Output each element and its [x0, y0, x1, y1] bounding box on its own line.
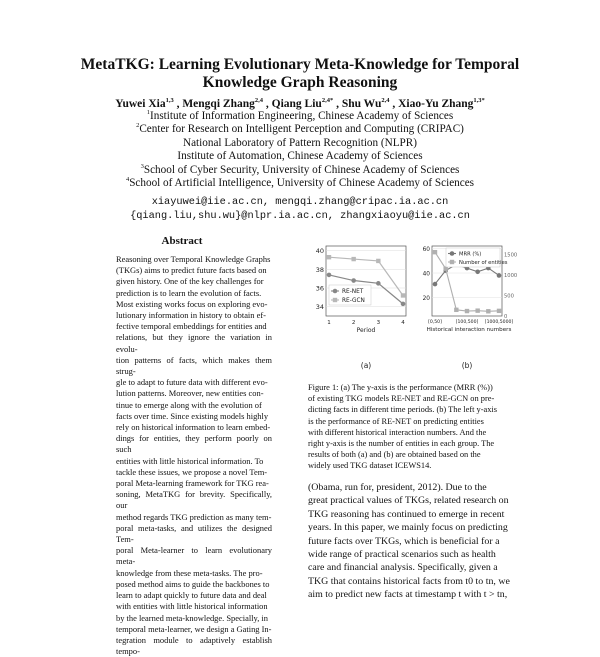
caption-line: is the performance of RE-NET on predicting entities	[308, 416, 484, 426]
caption-line: Figure 1: (a) The y-axis is the performance (MRR (%))	[308, 383, 493, 392]
caption-line: widely used TKG dataset ICEWS14.	[308, 461, 432, 471]
abstract-line: posed method aims to guide the backbones to	[116, 578, 270, 589]
right-y-tick-label: 500	[504, 293, 514, 300]
legend-marker	[450, 251, 455, 256]
author-affil-sup: 2,4*	[321, 97, 334, 104]
abstract-line: poral Meta-learning framework for TKG rea-	[116, 478, 269, 489]
abstract-line: lutionary information in history to obtain ef-	[116, 310, 266, 321]
abstract-line: by the learned meta-knowledge. Specially, in	[116, 612, 268, 623]
abstract-line: dings for entities, they perform poorly on such	[116, 433, 272, 455]
email-list	[40, 195, 560, 224]
x-tick-label: 4	[401, 320, 405, 326]
caption-line: dicting facts in different time periods. (b) The left y-axis	[308, 405, 498, 415]
legend-marker	[333, 298, 337, 302]
body-line: TKG that contains historical facts from t0 to tn, we	[308, 575, 510, 587]
caption-line: of existing TKG models RE-NET and RE-GCN on pre-	[308, 394, 495, 404]
data-point	[327, 273, 332, 278]
body-text-right	[308, 481, 522, 602]
data-point	[465, 309, 469, 313]
right-y-tick-label: 1000	[504, 273, 518, 280]
abstract-line: method regards TKG prediction as many tem-	[116, 511, 272, 522]
abstract-line: poral meta-tasks, and utilizes the designed Tem-	[116, 522, 272, 545]
legend-marker	[450, 260, 454, 264]
x-tick-label: [100,500]	[455, 320, 479, 325]
left-y-tick-label: 40	[422, 271, 430, 278]
email-line: {qiang.liu,shu.wu}@nlpr.ia.ac.cn, zhangxiaoyu@iie.ac.cn	[130, 210, 470, 223]
abstract-line: facts over time. Since existing models highly	[116, 410, 269, 421]
abstract-line: gle to adapt to future data with different evo-	[116, 377, 268, 388]
caption-line: with different historical interaction numbers. And the	[308, 427, 487, 437]
data-point	[433, 250, 437, 254]
data-point	[376, 259, 380, 263]
abstract-line: Reasoning over Temporal Knowledge Graphs	[116, 254, 271, 264]
abstract-line: temporal meta-learner, we design a Gating In-	[116, 623, 272, 634]
data-point	[351, 278, 356, 283]
data-point	[401, 293, 405, 297]
legend-label: Number of entities	[459, 260, 508, 266]
affiliation-line: $^1$Institute of Information Engineering, Chinese Academy of Sciences	[146, 109, 454, 122]
abstract-body	[116, 254, 272, 657]
abstract-line: tion patterns of facts, which makes them strug-	[116, 354, 272, 377]
affil-sup: 3	[140, 162, 144, 170]
data-point	[351, 257, 355, 261]
abstract-line: with entities with little historical information	[116, 601, 268, 612]
abstract-line: tackle these issues, we propose a novel Tem-	[116, 466, 268, 477]
title-line-2: Knowledge Graph Reasoning	[202, 74, 398, 91]
panel-label: (b)	[461, 361, 473, 370]
x-axis-label: Historical interaction numbers	[426, 327, 512, 333]
chart-a	[316, 246, 406, 370]
data-point	[327, 255, 331, 259]
abstract-heading: Abstract	[161, 235, 203, 247]
body-line: wide range of practical scenarios such as health	[308, 549, 496, 561]
paper-title	[60, 56, 540, 92]
author-affil-sup: 2,4	[254, 97, 263, 104]
data-point	[454, 308, 458, 312]
abstract-line: soning, MetaTKG for brevity. Specifically, our	[116, 489, 272, 511]
legend	[329, 285, 371, 305]
data-point	[376, 281, 381, 286]
abstract-line: learn to adapt quickly to future data and deal	[116, 590, 267, 601]
x-tick-label: 1	[327, 320, 331, 326]
panel-label: (a)	[360, 361, 372, 370]
abstract-line: tinue to emerge along with the evolution of	[116, 399, 262, 410]
y-tick-label: 40	[315, 247, 324, 256]
data-point	[401, 302, 406, 307]
body-line: aim to predict new facts at timestamp t with t > tn,	[308, 589, 508, 601]
abstract-line: entities with little historical information. To	[116, 455, 264, 466]
figure-caption	[308, 382, 518, 472]
abstract-line: relations, but they ignore the variation in evolu-	[116, 332, 272, 354]
x-tick-label: 2	[351, 320, 356, 326]
affiliation-line: National Laboratory of Pattern Recognition (NLPR)	[183, 136, 417, 149]
x-tick-label: [1000,5000]	[484, 320, 514, 325]
body-line: TKG reasoning has continued to emerge in recent	[308, 508, 505, 520]
abstract-line: lution patterns. Moreover, new entities con-	[116, 388, 264, 399]
y-tick-label: 34	[315, 303, 324, 312]
data-point	[497, 273, 502, 278]
legend-marker	[333, 289, 338, 294]
body-line: years. In this paper, we mainly focus on predicting	[308, 522, 508, 534]
legend-label: MRR (%)	[459, 251, 482, 258]
abstract-line: tegration module to adaptively establish tempo-	[116, 634, 272, 657]
x-tick-label: [0,50]	[428, 320, 442, 325]
x-tick-label: 3	[376, 320, 381, 326]
abstract-line: Most existing works focus on exploring evo-	[116, 298, 268, 309]
affiliation-line: $^2$Center for Research on Intelligent Perception and Computing (CRIPAC)	[136, 122, 464, 136]
title-line-1: MetaTKG: Learning Evolutionary Meta-Knowledge for Temporal	[80, 56, 520, 73]
data-point	[475, 308, 479, 312]
x-axis-label: Period	[356, 327, 376, 334]
body-line: future facts over TKGs, which is beneficial for a	[308, 535, 500, 547]
y-tick-label: 38	[315, 265, 324, 274]
author-affil-sup: 1,3	[165, 97, 174, 104]
affiliation-line: $^4$School of Artificial Intelligence, University of Chinese Academy of Sciences	[125, 176, 475, 190]
author-list: Yuwei Xia$^{1,3}$ , Mengqi Zhang$^{2,4}$ , Qiang Liu$^{2,4*}$ , Shu Wu$^{2,4}$ , Xiao-Yu Zhang$^{1,3*}$	[115, 97, 485, 110]
author-name: Shu Wu	[341, 98, 382, 110]
author-affil-sup: 1,3*	[473, 97, 485, 104]
right-y-tick-label: 0	[504, 314, 508, 321]
body-line: great practical values of TKGs, related research on	[308, 495, 509, 507]
body-line: (Obama, run for, president, 2012). Due to the	[308, 482, 487, 493]
left-y-tick-label: 60	[422, 246, 430, 253]
data-point	[433, 282, 438, 287]
affiliation-line: Institute of Automation, Chinese Academy of Sciences	[177, 150, 423, 163]
body-line: care and financial analysis. Specifically, given a	[308, 562, 498, 574]
abstract-line: fective temporal embeddings for entities and	[116, 321, 267, 332]
legend	[446, 248, 508, 267]
legend-label: RE-GCN	[342, 298, 365, 304]
plot-frame	[326, 246, 406, 316]
affil-sup: 2	[136, 122, 140, 130]
caption-line: right y-axis is the number of entities in each group. The	[308, 439, 495, 449]
abstract-line: knowledge from these meta-tasks. The pro-	[116, 567, 263, 578]
data-point	[486, 309, 490, 313]
abstract-line: poral Meta-learner to learn evolutionary meta-	[116, 545, 272, 567]
author-affil-sup: 2,4	[381, 97, 390, 104]
author-name: Qiang Liu	[271, 98, 322, 110]
caption-line: results of both (a) and (b) are obtained based on the	[308, 450, 481, 460]
abstract-line: (TKGs) aims to predict future facts based on	[116, 265, 267, 276]
email-line: xiayuwei@iie.ac.cn, mengqi.zhang@cripac.ia.ac.cn	[151, 196, 449, 208]
affiliation-list	[40, 110, 560, 190]
author-name: Yuwei Xia	[115, 98, 166, 110]
chart-b	[423, 246, 518, 370]
legend-label: RE-NET	[342, 289, 364, 295]
author-name: Mengqi Zhang	[182, 98, 255, 110]
affil-sup: 4	[125, 176, 130, 184]
right-y-tick-label: 1500	[504, 252, 518, 259]
figure-1	[308, 240, 518, 374]
abstract-line: rely on historical information to learn embed-	[116, 422, 271, 433]
author-name: Xiao-Yu Zhang	[398, 98, 474, 110]
data-point	[497, 309, 501, 313]
left-y-tick-label: 20	[422, 295, 430, 302]
data-point	[475, 269, 480, 274]
abstract-line: given history. One of the key challenges for	[116, 276, 264, 287]
affiliation-line: $^3$School of Cyber Security, University of Chinese Academy of Sciences	[140, 162, 460, 176]
affil-sup: 1	[146, 109, 150, 116]
y-tick-label: 36	[315, 284, 324, 293]
abstract-line: prediction is to learn the evolution of facts.	[116, 287, 262, 298]
